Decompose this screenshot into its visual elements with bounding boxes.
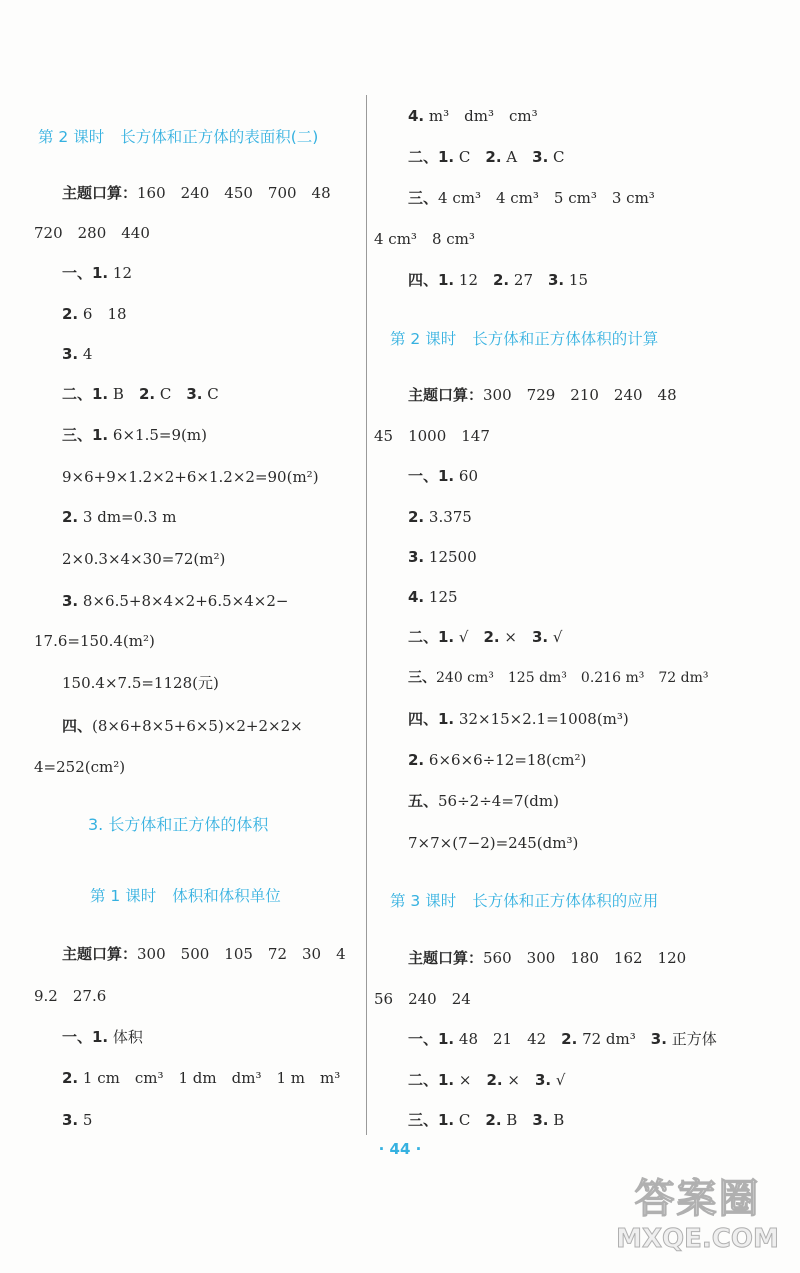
answer-line bbox=[62, 425, 207, 445]
answer-line bbox=[408, 385, 677, 405]
answer-text: 4 bbox=[78, 345, 93, 363]
answer-text: C bbox=[155, 385, 187, 403]
answer-label: 一、1. bbox=[62, 1028, 109, 1046]
answer-text: 300 729 210 240 48 bbox=[483, 386, 677, 404]
answer-line bbox=[408, 188, 655, 208]
answer-line: 9×6+9×1.2×2+6×1.2×2=90(m²) bbox=[62, 468, 319, 486]
answer-label: 一、1. bbox=[408, 1030, 455, 1048]
answer-label: 3. bbox=[62, 345, 79, 363]
answer-line bbox=[62, 1068, 340, 1088]
watermark-text: 答案圈 bbox=[634, 1176, 761, 1222]
answer-text: 6 18 bbox=[78, 305, 127, 323]
answer-text: 32×15×2.1=1008(m³) bbox=[454, 710, 629, 728]
answer-line bbox=[408, 147, 565, 167]
answer-line bbox=[408, 587, 458, 607]
answer-line: 17.6=150.4(m²) bbox=[34, 632, 155, 650]
answer-line bbox=[408, 466, 478, 486]
answer-text: C bbox=[548, 148, 565, 166]
answer-label: 二、1. bbox=[408, 148, 455, 166]
lesson-number: 第 3 课时 bbox=[390, 892, 457, 910]
page-number: · 44 · bbox=[378, 1140, 422, 1158]
answer-line bbox=[408, 750, 586, 770]
answer-text: × bbox=[499, 628, 532, 646]
answer-text: 正方体 bbox=[666, 1030, 717, 1048]
answer-label: 2. bbox=[62, 1069, 79, 1087]
answer-line: 720 280 440 bbox=[34, 224, 150, 242]
answer-line bbox=[408, 270, 588, 290]
column-divider bbox=[366, 95, 367, 1135]
answer-label: 主题口算： bbox=[408, 949, 484, 967]
answer-label: 2. bbox=[561, 1030, 578, 1048]
answer-text: × bbox=[454, 1071, 487, 1089]
answer-line bbox=[408, 668, 708, 688]
answer-label: 3. bbox=[650, 1030, 667, 1048]
lesson-title: 长方体和正方体体积的计算 bbox=[472, 330, 659, 348]
answer-line bbox=[62, 1027, 143, 1047]
answer-line bbox=[62, 263, 132, 283]
answer-text: 3.375 bbox=[424, 508, 472, 526]
answer-line bbox=[62, 507, 176, 527]
lesson-title: 长方体和正方体的表面积(二) bbox=[120, 128, 319, 146]
answer-line: 9.2 27.6 bbox=[34, 987, 107, 1005]
answer-label: 四、1. bbox=[408, 271, 455, 289]
answer-line bbox=[408, 627, 562, 647]
answer-label: 3. bbox=[532, 1111, 549, 1129]
answer-line: 4=252(cm²) bbox=[34, 758, 126, 776]
answer-text: 体积 bbox=[108, 1028, 143, 1046]
answer-line bbox=[62, 944, 346, 964]
answer-line bbox=[408, 1110, 564, 1130]
answer-label: 主题口算： bbox=[62, 945, 138, 963]
answer-label: 一、1. bbox=[408, 467, 455, 485]
answer-text: m³ dm³ cm³ bbox=[424, 107, 538, 125]
watermark-logo bbox=[615, 1175, 780, 1265]
answer-label: 3. bbox=[534, 1071, 552, 1089]
answer-text: √ bbox=[454, 628, 484, 646]
lesson-number: 第 1 课时 bbox=[90, 887, 157, 905]
answer-label: 2. bbox=[62, 508, 79, 526]
answer-label: 三、1. bbox=[62, 426, 109, 444]
answer-label: 二、1. bbox=[408, 628, 455, 646]
answer-text: 12 bbox=[108, 264, 132, 282]
answer-text: B bbox=[548, 1111, 565, 1129]
answer-line bbox=[408, 1070, 565, 1090]
answer-line bbox=[408, 791, 559, 811]
answer-label: 三、 bbox=[408, 670, 436, 686]
answer-label: 四、 bbox=[62, 717, 93, 735]
answer-line: 4 cm³ 8 cm³ bbox=[374, 230, 475, 248]
answer-label: 3. bbox=[408, 548, 425, 566]
answer-line bbox=[62, 1110, 92, 1130]
section-heading-lesson3-volume-application bbox=[390, 891, 658, 911]
answer-label: 二、1. bbox=[62, 385, 109, 403]
answer-label: 五、 bbox=[408, 792, 439, 810]
answer-line: 2×0.3×4×30=72(m²) bbox=[62, 550, 226, 568]
answer-label: 3. bbox=[532, 148, 549, 166]
answer-line: 7×7×(7−2)=245(dm³) bbox=[408, 834, 579, 852]
answer-text: × bbox=[502, 1071, 535, 1089]
answer-line: 150.4×7.5=1128(元) bbox=[62, 674, 219, 692]
answer-label: 主题口算： bbox=[408, 386, 484, 404]
answer-label: 三、 bbox=[408, 189, 439, 207]
answer-label: 一、1. bbox=[62, 264, 109, 282]
answer-label: 2. bbox=[408, 508, 425, 526]
lesson-number: 第 2 课时 bbox=[390, 330, 457, 348]
answer-label: 3. bbox=[62, 1111, 79, 1129]
answer-text: 12500 bbox=[424, 548, 477, 566]
answer-text: 300 500 105 72 30 4 bbox=[137, 945, 346, 963]
answer-text: 60 bbox=[454, 467, 478, 485]
answer-label: 主题口算： bbox=[62, 184, 138, 202]
answer-line bbox=[408, 507, 472, 527]
answer-line: 56 240 24 bbox=[374, 990, 471, 1008]
answer-label: 3. bbox=[548, 271, 565, 289]
answer-line bbox=[408, 106, 538, 126]
answer-label: 2. bbox=[486, 1071, 503, 1089]
answer-line bbox=[62, 344, 92, 364]
answer-line bbox=[408, 709, 629, 729]
answer-line bbox=[408, 948, 686, 968]
answer-label: 2. bbox=[408, 751, 425, 769]
section-heading-lesson2-surface-area bbox=[38, 127, 318, 147]
answer-label: 2. bbox=[485, 148, 502, 166]
answer-label: 2. bbox=[62, 305, 79, 323]
answer-text: B bbox=[501, 1111, 533, 1129]
lesson-title: 长方体和正方体体积的应用 bbox=[472, 892, 659, 910]
answer-line bbox=[408, 547, 477, 567]
answer-text: 12 bbox=[454, 271, 493, 289]
answer-label: 四、1. bbox=[408, 710, 455, 728]
answer-text: 27 bbox=[509, 271, 548, 289]
section-heading-lesson1-volume-units bbox=[90, 886, 281, 906]
answer-text: 160 240 450 700 48 bbox=[137, 184, 331, 202]
answer-label: 2. bbox=[483, 628, 500, 646]
answer-label: 三、1. bbox=[408, 1111, 455, 1129]
answer-label: 3. bbox=[186, 385, 203, 403]
watermark-url: MXQE.COM bbox=[616, 1224, 779, 1254]
answer-text: 6×1.5=9(m) bbox=[108, 426, 207, 444]
answer-text: 560 300 180 162 120 bbox=[483, 949, 687, 967]
answer-text: C bbox=[202, 385, 219, 403]
answer-label: 4. bbox=[408, 107, 425, 125]
answer-text: √ bbox=[548, 628, 563, 646]
section-heading-lesson2-volume-calc bbox=[390, 329, 658, 349]
lesson-number: 第 2 课时 bbox=[38, 128, 105, 146]
answer-text: C bbox=[454, 148, 486, 166]
answer-label: 2. bbox=[485, 1111, 502, 1129]
answer-line bbox=[408, 1029, 717, 1049]
unit-heading-volume: 3. 长方体和正方体的体积 bbox=[88, 815, 269, 834]
answer-text: 15 bbox=[564, 271, 588, 289]
answer-line: 45 1000 147 bbox=[374, 427, 490, 445]
answer-text: 48 21 42 bbox=[454, 1030, 562, 1048]
answer-text: A bbox=[501, 148, 533, 166]
answer-text: (8×6+8×5+6×5)×2+2×2× bbox=[92, 717, 303, 735]
answer-label: 4. bbox=[408, 588, 425, 606]
answer-line bbox=[62, 183, 331, 203]
answer-line bbox=[62, 384, 219, 404]
answer-line bbox=[62, 716, 303, 736]
answer-text: 72 dm³ bbox=[577, 1030, 651, 1048]
answer-label: 二、1. bbox=[408, 1071, 455, 1089]
answer-text: 240 cm³ 125 dm³ 0.216 m³ 72 dm³ bbox=[436, 670, 709, 686]
answer-text: 6×6×6÷12=18(cm²) bbox=[424, 751, 587, 769]
answer-text: 125 bbox=[424, 588, 458, 606]
answer-text: 4 cm³ 4 cm³ 5 cm³ 3 cm³ bbox=[438, 189, 655, 207]
answer-text: 56÷2÷4=7(dm) bbox=[438, 792, 559, 810]
answer-label: 2. bbox=[138, 385, 156, 403]
answer-line bbox=[62, 304, 127, 324]
answer-line bbox=[62, 591, 288, 611]
lesson-title: 体积和体积单位 bbox=[172, 887, 281, 905]
answer-text: 3 dm=0.3 m bbox=[78, 508, 177, 526]
answer-text: C bbox=[454, 1111, 486, 1129]
answer-text: √ bbox=[551, 1071, 566, 1089]
answer-text: B bbox=[108, 385, 139, 403]
answer-text: 8×6.5+8×4×2+6.5×4×2− bbox=[78, 592, 289, 610]
answer-text: 5 bbox=[78, 1111, 93, 1129]
answer-label: 3. bbox=[531, 628, 549, 646]
answer-label: 3. bbox=[62, 592, 79, 610]
answer-text: 1 cm cm³ 1 dm dm³ 1 m m³ bbox=[78, 1069, 341, 1087]
answer-label: 2. bbox=[493, 271, 510, 289]
